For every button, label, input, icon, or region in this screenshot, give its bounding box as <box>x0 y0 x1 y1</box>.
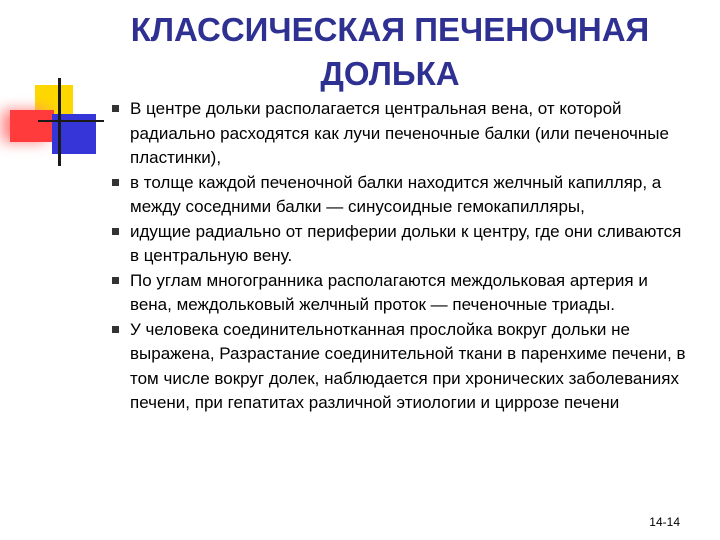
bullet-text: В центре дольки располагается центральная вена, от которой радиально расходятся как лучи печеночные балки (или печеночные пластинки), <box>130 99 669 167</box>
bullet-text: У человека соединительнотканная прослойка вокруг дольки не выражена, Разрастание соединительной ткани в паренхиме печени, в том числе вокруг долек, наблюдается при хронических заболеваниях печени, при гепатитах различной этиологии и циррозе печени <box>130 319 686 412</box>
bullet-item <box>112 269 692 318</box>
bullet-item <box>112 220 692 269</box>
horizontal-line <box>38 120 104 122</box>
bullet-text: По углам многогранника располагаются междольковая артерия и вена, междольковый желчный проток — печеночные триады. <box>130 270 648 314</box>
square-bullet-icon <box>112 228 119 235</box>
bullet-item <box>112 318 692 416</box>
bullet-text: идущие радиально от периферии дольки к центру, где они сливаются в центральную вену. <box>130 221 682 265</box>
bullet-item <box>112 171 692 220</box>
slide-title <box>110 8 670 96</box>
square-bullet-icon <box>112 277 119 284</box>
square-bullet-icon <box>112 105 119 112</box>
bullet-text: в толще каждой печеночной балки находится желчный капилляр, а между соседними балки — синусоидные гемокапилляры, <box>130 172 662 216</box>
vertical-line <box>58 78 61 166</box>
square-bullet-icon <box>112 326 119 333</box>
bullet-list <box>112 97 692 416</box>
page-number: 14-14 <box>649 515 680 529</box>
bullet-item <box>112 97 692 171</box>
red-square <box>10 110 54 142</box>
title-line-2: ДОЛЬКА <box>320 55 460 92</box>
square-bullet-icon <box>112 179 119 186</box>
colored-squares-logo <box>0 0 110 170</box>
title-line-1: КЛАССИЧЕСКАЯ ПЕЧЕНОЧНАЯ <box>130 11 650 48</box>
